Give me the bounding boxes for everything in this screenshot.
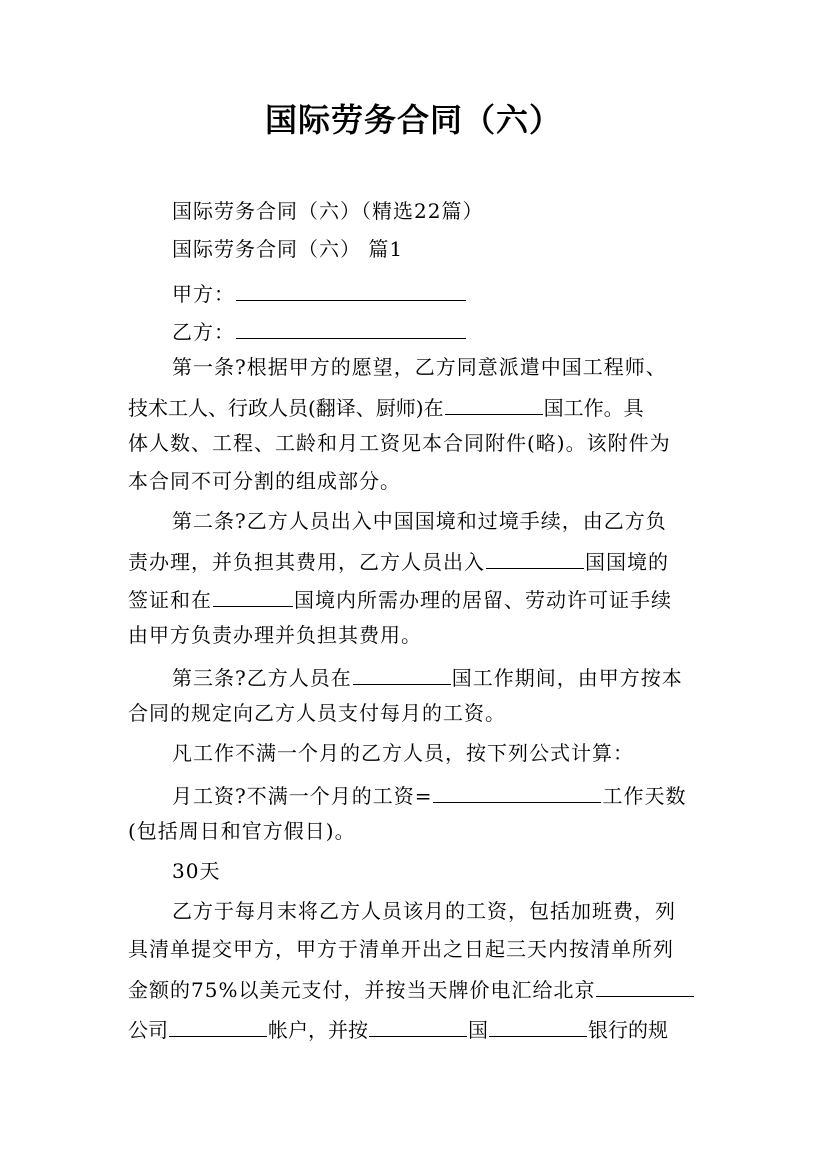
party-a-label: 甲方：: [172, 282, 235, 306]
party-b-line: [172, 314, 467, 347]
article-1-line-4: 本合同不可分割的组成部分。: [128, 469, 401, 493]
article-1-line-1: 第一条?根据甲方的愿望，乙方同意派遣中国工程师、: [172, 355, 667, 379]
article-1-text-b: 国工作。具: [543, 396, 644, 420]
article-2-line-1: 第二条?乙方人员出入中国国境和过境手续，由乙方负: [172, 509, 667, 533]
formula-divisor: 30天: [172, 859, 221, 883]
article-2-text-c: 签证和在: [128, 588, 212, 612]
document-title: 国际劳务合同（六）: [264, 101, 562, 139]
party-a-line: [172, 276, 467, 309]
payment-text-d: 国: [468, 1018, 488, 1042]
payment-bank-blank: [489, 1012, 587, 1037]
article-2-text-a: 责办理，并负担其费用，乙方人员出入: [128, 550, 485, 574]
payment-text-b: 公司: [128, 1018, 168, 1042]
document-subtitle: 国际劳务合同（六）（精选22篇）: [172, 199, 484, 223]
article-1-line-2: [128, 390, 700, 423]
article-2-line-4: 由甲方负责办理并负担其费用。: [128, 623, 422, 647]
formula-text-b: 工作天数: [602, 784, 687, 808]
article-2-text-b: 国国境的: [585, 550, 669, 574]
article-2-country-blank-2: [213, 582, 293, 607]
article-1-line-3: 体人数、工程、工龄和月工资见本合同附件(略)。该附件为: [128, 431, 671, 455]
payment-company-blank: [596, 972, 694, 997]
chapter-heading: 国际劳务合同（六） 篇1: [172, 237, 404, 261]
payment-account-blank: [169, 1012, 267, 1037]
article-2-line-3: [128, 582, 672, 615]
article-3-country-blank: [353, 660, 451, 685]
article-1-country-blank: [445, 390, 543, 415]
article-2-line-2: [128, 544, 669, 577]
partial-month-rule: 凡工作不满一个月的乙方人员，按下列公式计算：: [172, 741, 634, 765]
formula-text-a: 月工资?不满一个月的工资=: [172, 784, 433, 808]
party-a-blank: [236, 276, 466, 301]
article-3-line-1: [172, 660, 683, 693]
formula-blank: [433, 778, 601, 803]
article-2-text-d: 国境内所需办理的居留、劳动许可证手续: [294, 588, 672, 612]
payment-line-4: [128, 1012, 668, 1045]
formula-note: (包括周日和官方假日)。: [128, 819, 356, 843]
payment-text-c: 帐户，并按: [268, 1018, 368, 1042]
formula-line: [172, 778, 686, 811]
article-3-text-b: 国工作期间，由甲方按本: [451, 666, 683, 690]
payment-line-3: [128, 972, 695, 1005]
article-3-line-2: 合同的规定向乙方人员支付每月的工资。: [128, 701, 506, 725]
payment-text-a: 金额的75%以美元支付，并按当天牌价电汇给北京: [128, 978, 596, 1002]
party-b-label: 乙方：: [172, 320, 235, 344]
article-2-country-blank-1: [486, 544, 584, 569]
payment-line-1: 乙方于每月末将乙方人员该月的工资，包括加班费，列: [172, 899, 676, 923]
article-1-text-a: 技术工人、行政人员(翻译、厨师)在: [128, 396, 444, 420]
party-b-blank: [236, 314, 466, 339]
article-3-text-a: 第三条?乙方人员在: [172, 666, 352, 690]
payment-text-e: 银行的规: [588, 1018, 668, 1042]
payment-line-2: 具清单提交甲方，甲方于清单开出之日起三天内按清单所列: [128, 937, 674, 961]
payment-country-blank: [369, 1012, 467, 1037]
